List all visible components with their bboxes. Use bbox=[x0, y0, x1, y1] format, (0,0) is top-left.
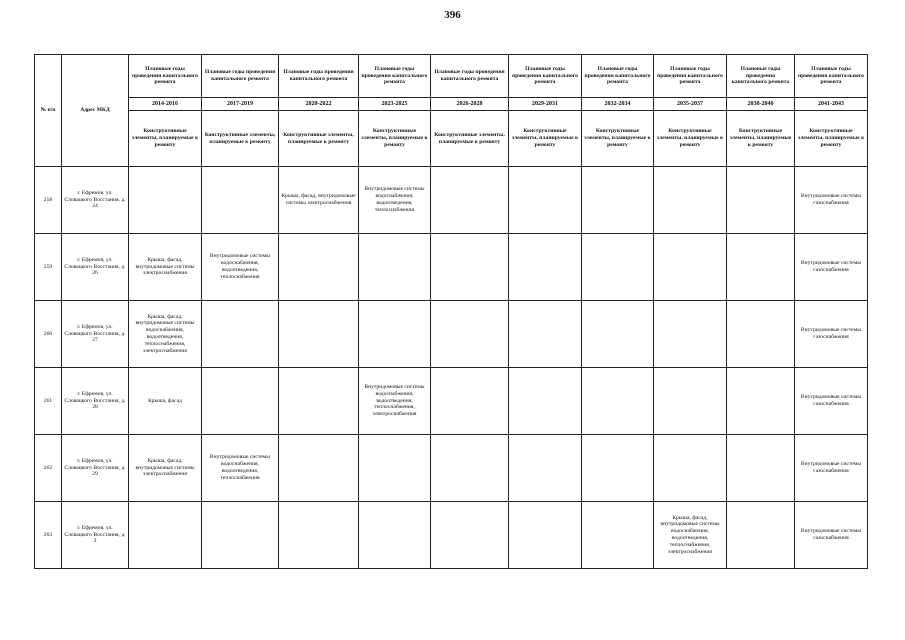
repair-elements-cell bbox=[431, 301, 509, 368]
period-years: 2035-2037 bbox=[654, 98, 727, 111]
repair-elements-cell bbox=[727, 301, 795, 368]
repair-elements-cell: Внутридомовые системы газоснабжения bbox=[795, 301, 868, 368]
repair-elements-cell bbox=[129, 167, 202, 234]
table-row bbox=[35, 502, 868, 569]
repair-elements-cell bbox=[431, 502, 509, 569]
repair-elements-cell: Крыша, фасад, внутридомовые системы электроснабжения bbox=[279, 167, 359, 234]
repair-elements-cell bbox=[509, 502, 582, 569]
repair-elements-cell: Внутридомовые системы газоснабжения bbox=[795, 234, 868, 301]
repair-elements-cell: Крыша, фасад, внутридомовые системы водоснабжения, водоотведения, теплоснабжения, электроснабжения bbox=[129, 301, 202, 368]
repair-elements-cell bbox=[359, 435, 431, 502]
repair-elements-cell bbox=[654, 435, 727, 502]
repair-elements-cell bbox=[509, 234, 582, 301]
repair-elements-cell bbox=[279, 234, 359, 301]
repair-elements-cell: Внутридомовые системы газоснабжения bbox=[795, 368, 868, 435]
period-header: Плановые годы проведения капитального ремонта bbox=[202, 55, 279, 98]
page-number: 396 bbox=[444, 9, 461, 21]
repair-elements-cell bbox=[727, 167, 795, 234]
repair-elements-cell bbox=[727, 368, 795, 435]
repair-elements-cell bbox=[509, 435, 582, 502]
elements-header: Конструктивные элементы, планируемые к ремонту bbox=[202, 111, 279, 167]
repair-elements-cell: Внутридомовые системы газоснабжения bbox=[795, 502, 868, 569]
elements-header: Конструктивные элементы, планируемые к ремонту bbox=[795, 111, 868, 167]
table-row bbox=[35, 234, 868, 301]
table-row bbox=[35, 368, 868, 435]
row-address: г. Ефремов, ул. Словацкого Восстания, д. 26 bbox=[62, 234, 129, 301]
period-header: Плановые годы проведения капитального ремонта bbox=[129, 55, 202, 98]
repair-elements-cell bbox=[202, 368, 279, 435]
repair-elements-cell bbox=[654, 368, 727, 435]
header-num: № п/п bbox=[35, 55, 62, 167]
repair-elements-cell: Внутридомовые системы водоснабжения, водоотведения, теплоснабжения, электроснабжения bbox=[359, 368, 431, 435]
repair-elements-cell bbox=[582, 234, 654, 301]
row-number: 258 bbox=[35, 167, 62, 234]
repair-elements-cell bbox=[582, 435, 654, 502]
repair-elements-cell bbox=[654, 234, 727, 301]
period-header: Плановые годы проведения капитального ремонта bbox=[359, 55, 431, 98]
elements-header: Конструктивные элементы, планируемые к ремонту bbox=[129, 111, 202, 167]
repair-elements-cell bbox=[582, 301, 654, 368]
repair-elements-cell: Внутридомовые системы водоснабжения, водоотведения, теплоснабжения bbox=[202, 234, 279, 301]
repair-elements-cell bbox=[431, 167, 509, 234]
elements-header: Конструктивные элементы, планируемые к ремонту bbox=[582, 111, 654, 167]
row-address: г. Ефремов, ул. Словацкого Восстания, д. 24 bbox=[62, 167, 129, 234]
period-years: 2038-2040 bbox=[727, 98, 795, 111]
repair-elements-cell bbox=[279, 301, 359, 368]
repair-elements-cell: Крыша, фасад, внутридомовые системы электроснабжения bbox=[129, 435, 202, 502]
repair-elements-cell bbox=[359, 502, 431, 569]
table-row bbox=[35, 435, 868, 502]
repair-elements-cell: Внутридомовые системы газоснабжения bbox=[795, 167, 868, 234]
elements-header: Конструктивные элементы, планируемые к ремонту bbox=[509, 111, 582, 167]
row-address: г. Ефремов, ул. Словацкого Восстания, д. 28 bbox=[62, 368, 129, 435]
table-row bbox=[35, 301, 868, 368]
repair-elements-cell bbox=[727, 234, 795, 301]
period-years: 2020-2022 bbox=[279, 98, 359, 111]
row-address: г. Ефремов, ул. Словацкого Восстания, д. 3 bbox=[62, 502, 129, 569]
repair-elements-cell bbox=[509, 301, 582, 368]
row-address: г. Ефремов, ул. Словацкого Восстания, д. 29 bbox=[62, 435, 129, 502]
repair-elements-cell bbox=[279, 368, 359, 435]
repair-elements-cell bbox=[129, 502, 202, 569]
repair-elements-cell bbox=[279, 502, 359, 569]
row-number: 261 bbox=[35, 368, 62, 435]
repair-elements-cell: Крыша, фасад, внутридомовые системы водоснабжения, водоотведения, теплоснабжения, электроснабжения bbox=[654, 502, 727, 569]
repair-elements-cell bbox=[509, 368, 582, 435]
repair-elements-cell bbox=[202, 301, 279, 368]
repair-elements-cell bbox=[582, 502, 654, 569]
repair-elements-cell bbox=[654, 167, 727, 234]
repair-elements-cell bbox=[654, 301, 727, 368]
elements-header: Конструктивные элементы, планируемые к ремонту bbox=[359, 111, 431, 167]
period-header: Плановые годы проведения капитального ремонта bbox=[582, 55, 654, 98]
period-years: 2017-2019 bbox=[202, 98, 279, 111]
row-number: 263 bbox=[35, 502, 62, 569]
repair-elements-cell bbox=[431, 368, 509, 435]
repair-elements-cell bbox=[582, 167, 654, 234]
row-number: 259 bbox=[35, 234, 62, 301]
period-years: 2029-2031 bbox=[509, 98, 582, 111]
elements-header: Конструктивные элементы, планируемые к ремонту bbox=[279, 111, 359, 167]
repair-elements-cell bbox=[431, 234, 509, 301]
period-years: 2041-2043 bbox=[795, 98, 868, 111]
period-header: Плановые годы проведения капитального ремонта bbox=[431, 55, 509, 98]
period-years: 2026-2028 bbox=[431, 98, 509, 111]
period-years: 2023-2025 bbox=[359, 98, 431, 111]
repair-elements-cell: Крыша, фасад, внутридомовые системы электроснабжения bbox=[129, 234, 202, 301]
repair-elements-cell bbox=[431, 435, 509, 502]
repair-elements-cell: Внутридомовые системы водоснабжения, водоотведения, теплоснабжения bbox=[202, 435, 279, 502]
repair-elements-cell bbox=[202, 167, 279, 234]
row-address: г. Ефремов, ул. Словацкого Восстания, д. 27 bbox=[62, 301, 129, 368]
repair-elements-cell bbox=[359, 301, 431, 368]
capital-repair-plan-table bbox=[34, 54, 868, 569]
table-row bbox=[35, 167, 868, 234]
period-years: 2032-2034 bbox=[582, 98, 654, 111]
repair-elements-cell bbox=[509, 167, 582, 234]
repair-elements-cell: Крыша, фасад bbox=[129, 368, 202, 435]
repair-elements-cell: Внутридомовые системы газоснабжения bbox=[795, 435, 868, 502]
repair-elements-cell: Внутридомовые системы водоснабжения, водоотведения, теплоснабжения bbox=[359, 167, 431, 234]
row-number: 260 bbox=[35, 301, 62, 368]
period-header: Плановые годы проведения капитального ремонта bbox=[509, 55, 582, 98]
row-number: 262 bbox=[35, 435, 62, 502]
elements-header: Конструктивные элементы, планируемые к ремонту bbox=[727, 111, 795, 167]
period-header: Плановые годы проведения капитального ремонта bbox=[795, 55, 868, 98]
elements-header: Конструктивные элементы, планируемые к ремонту bbox=[431, 111, 509, 167]
repair-elements-cell bbox=[359, 234, 431, 301]
period-header: Плановые годы проведения капитального ремонта bbox=[654, 55, 727, 98]
repair-elements-cell bbox=[727, 435, 795, 502]
period-header: Плановые годы проведения капитального ремонта bbox=[727, 55, 795, 98]
header-address: Адрес МКД bbox=[62, 55, 129, 167]
repair-elements-cell bbox=[279, 435, 359, 502]
repair-elements-cell bbox=[582, 368, 654, 435]
elements-header: Конструктивные элементы, планируемые к ремонту bbox=[654, 111, 727, 167]
period-header: Плановые годы проведения капитального ремонта bbox=[279, 55, 359, 98]
period-years: 2014-2016 bbox=[129, 98, 202, 111]
repair-elements-cell bbox=[727, 502, 795, 569]
repair-elements-cell bbox=[202, 502, 279, 569]
